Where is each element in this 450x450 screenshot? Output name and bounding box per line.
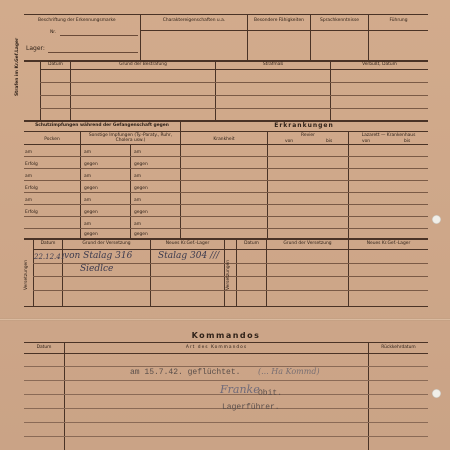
versetz-col-neues: Neues Kr.Gef.-Lager [165,241,210,246]
komm-signature: Franke [220,383,260,396]
versetz-side-label: Versetzungen [24,259,29,290]
char-label: Charaktereigenschaften u.a. [162,18,226,23]
versetz-entry-neues: Stalag 304 /// [158,251,220,261]
versetz-col-datum: Datum [40,241,56,246]
impf-row-b: gegen [134,210,148,215]
rule-v [80,131,81,238]
erk-revier-bis: bis [326,139,333,144]
erk-col-revier: Revier [301,133,315,138]
punch-hole [432,389,441,398]
impf-row-a: am [84,198,91,203]
impf-row-a: gegen [84,232,98,237]
impf-row-label: Erfolg [25,162,38,167]
rule-h [24,180,428,181]
impf-row-label: am [25,174,32,179]
rule-h [40,82,428,83]
impf-row-a: gegen [84,162,98,167]
impf-row-a: gegen [84,186,98,191]
strafen-col-datum: Datum [48,62,63,67]
versetz-col-datum: Datum [244,241,259,246]
komm-col-rueckkehr: Rückkehrdatum [381,345,416,350]
versetz-entry-grund2: Siedlce [80,264,114,274]
impf-row-label: Erfolg [25,186,38,191]
fold-line [0,318,450,321]
rule-v [368,342,369,450]
impf-row-label: Erfolg [25,210,38,215]
lager-line [48,52,138,53]
impf-col-pocken: Pocken [44,137,60,142]
rule-h [24,306,428,307]
rule-h [140,30,428,31]
impf-row-a: am [84,150,91,155]
rule-h [40,69,428,70]
impf-row-b: gegen [134,186,148,191]
rule-h [40,108,428,109]
nr-label: Nr. [50,30,57,35]
rule-h [24,216,428,217]
kommandos-title: Kommandos [191,331,261,340]
impf-row-b: gegen [134,232,148,237]
impf-row-b: gegen [134,162,148,167]
rule-h [24,192,428,193]
rule-h [33,249,428,250]
erk-laz-von: von [362,139,371,144]
komm-struck-note: (... Ha Kommd) [258,367,320,376]
erk-revier-von: von [285,139,294,144]
erk-col-lazarett: Lazarett — Krankenhaus [361,133,416,138]
strafen-col-verbuesst: Verbüßt, Datum [362,62,397,67]
versetz-entry-date: 22.12.41 [34,253,66,261]
strafen-col-strafmass: Strafmaß [262,62,284,67]
impf-col-sonstige: Sonstige Impfungen (Ty.-Paraty., Ruhr, Cholera usw.) [88,133,173,143]
impf-row-b: am [134,150,141,155]
komm-col-datum: Datum [36,345,52,350]
strafen-side-label: Strafen im Kr.Gef.Lager [15,37,20,96]
rule-h [24,228,428,229]
komm-col-art: Art des Kommandos [185,345,248,350]
impf-row-b: am [134,198,141,203]
rule-h [24,156,428,157]
rule-h [40,95,428,96]
rule-h [24,422,428,423]
impf-row-label: am [25,150,32,155]
impf-row-label: am [25,198,32,203]
punch-hole [432,215,441,224]
rule-h [24,144,428,145]
versetz-side-label: Versetzungen [226,259,231,290]
impf-row-a: gegen [84,210,98,215]
sprach-label: Sprachkenntnisse [320,18,359,23]
rule-h [24,131,428,132]
faehig-label: Besondere Fähigkeiten [254,18,304,23]
erk-laz-bis: bis [404,139,411,144]
strafen-col-grund: Grund der Bestrafung [119,62,167,67]
komm-typed-rank: Obit. [258,389,283,398]
versetz-col-grund: Grund der Versetzung [82,241,131,246]
erkrankungen-title: Erkrankungen [274,122,334,129]
versetz-col-neues: Neues Kr.Gef.-Lager [366,241,411,246]
impf-row-a: am [84,174,91,179]
versetz-entry-grund: von Stalag 316 [64,251,133,261]
rule-v [130,144,131,238]
komm-typed-flight: am 15.7.42. geflüchtet. [130,368,241,377]
desc-label: Beschriftung der Erkennungsmarke [38,18,116,23]
nr-line [60,35,138,36]
rule-v [64,342,65,450]
erk-col-krankheit: Krankheit [213,137,235,142]
rule-v [348,131,349,238]
rule-h [24,238,428,240]
komm-typed-lagerfuehrer: Lagerführer. [222,403,280,412]
impf-row-b: am [134,222,141,227]
fuehrung-label: Führung [389,18,408,23]
rule-h [24,168,428,169]
rule-v [267,131,268,238]
impfungen-title: Schutzimpfungen während der Gefangenschaft gegen [35,123,169,128]
versetz-col-grund: Grund der Versetzung [283,241,332,246]
rule-h [24,366,428,367]
rule-h [24,120,428,122]
rule-h [24,204,428,205]
lager-label: Lager: [26,45,45,52]
rule-h [24,380,428,381]
impf-row-a: am [84,222,91,227]
rule-h [33,290,428,291]
impf-row-b: am [134,174,141,179]
rule-h [24,436,428,437]
